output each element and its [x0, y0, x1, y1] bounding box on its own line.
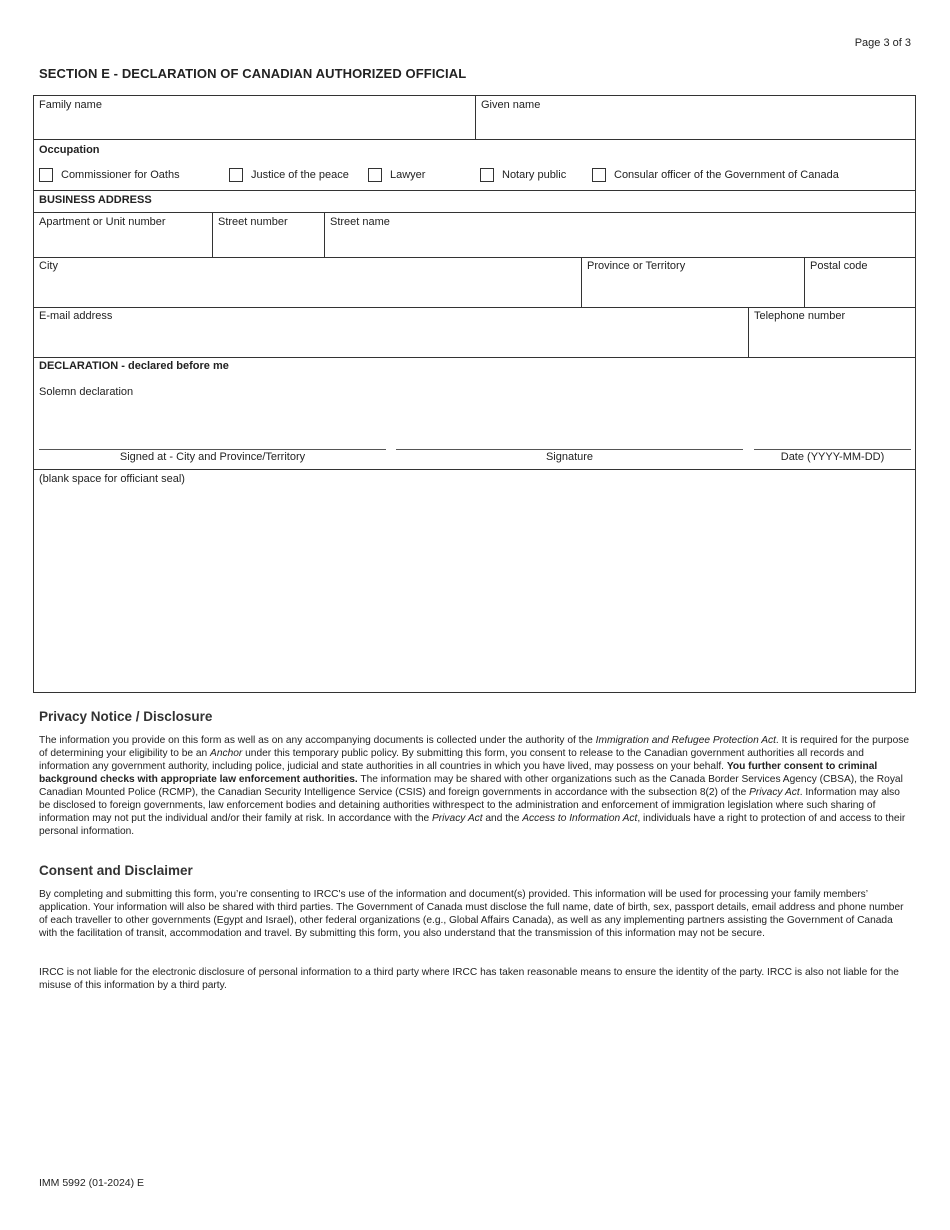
- occupation-option-label: Lawyer: [390, 169, 426, 181]
- seal-label: (blank space for officiant seal): [39, 473, 185, 485]
- checkbox[interactable]: [229, 168, 243, 182]
- privacy-text-italic: Immigration and Refugee Protection Act: [595, 735, 776, 746]
- divider: [34, 190, 915, 191]
- occupation-option-lawyer[interactable]: [368, 168, 425, 182]
- given-name-label: Given name: [481, 99, 541, 111]
- occupation-option-consular[interactable]: [592, 168, 839, 182]
- apt-label: Apartment or Unit number: [39, 216, 166, 228]
- postal-code-input[interactable]: [810, 279, 910, 299]
- divider: [34, 257, 915, 258]
- telephone-label: Telephone number: [754, 310, 846, 322]
- occupation-option-label: Consular officer of the Government of Canada: [614, 169, 839, 181]
- province-label: Province or Territory: [587, 260, 686, 272]
- privacy-text-part: , individuals have a right to protection of and access to their personal information.: [39, 813, 906, 837]
- divider: [34, 469, 915, 470]
- form-code: IMM 5992 (01-2024) E: [39, 1177, 145, 1189]
- checkbox[interactable]: [480, 168, 494, 182]
- privacy-heading: Privacy Notice / Disclosure: [39, 709, 213, 724]
- declaration-heading: DECLARATION - declared before me: [39, 360, 229, 372]
- section-title: SECTION E - DECLARATION OF CANADIAN AUTHORIZED OFFICIAL: [39, 66, 467, 81]
- privacy-text-part: The information may be shared with other organizations such as the Canada Border Services Agency (CBSA), the Royal Canadian Mounted Police (RCMP), the Canadian Security Intelligence Service (CSIS) and foreign governments in accordance with the subsection 8(2) of the: [39, 774, 903, 798]
- telephone-input[interactable]: [754, 329, 910, 349]
- apt-input[interactable]: [39, 233, 207, 253]
- occupation-option-label: Justice of the peace: [251, 169, 349, 181]
- occupation-option-notary[interactable]: [480, 168, 566, 182]
- divider: [212, 212, 213, 257]
- occupation-option-justice[interactable]: [229, 168, 349, 182]
- privacy-text-italic: Privacy Act: [749, 787, 800, 798]
- privacy-text-part: . It is required for the purpose of determining your eligibility to be an: [39, 735, 909, 759]
- occupation-label: Occupation: [39, 144, 100, 156]
- email-input[interactable]: [39, 329, 739, 349]
- signature-input[interactable]: [396, 428, 742, 448]
- divider: [748, 307, 749, 357]
- email-label: E-mail address: [39, 310, 113, 322]
- divider: [34, 139, 915, 140]
- divider: [475, 96, 476, 139]
- checkbox[interactable]: [368, 168, 382, 182]
- privacy-text-part: and the: [482, 813, 523, 824]
- postal-code-label: Postal code: [810, 260, 868, 272]
- occupation-option-commissioner[interactable]: [39, 168, 180, 182]
- checkbox[interactable]: [592, 168, 606, 182]
- date-line: [754, 449, 911, 450]
- province-input[interactable]: [587, 279, 801, 299]
- solemn-declaration-text: Solemn declaration: [39, 386, 134, 398]
- divider: [804, 257, 805, 307]
- divider: [34, 307, 915, 308]
- divider: [324, 212, 325, 257]
- occupation-option-label: Notary public: [502, 169, 567, 181]
- privacy-text-bold: You further consent to criminal background checks with appropriate law enforcement authorities.: [39, 761, 878, 785]
- privacy-text-italic: Access to Information Act: [522, 813, 638, 824]
- occupation-option-label: Commissioner for Oaths: [61, 169, 180, 181]
- family-name-label: Family name: [39, 99, 102, 111]
- street-name-label: Street name: [330, 216, 390, 228]
- privacy-text-part: under this temporary public policy. By submitting this form, you consent to release to the Canadian government authorities all records and information any government authority, including police, judicial and state authorities in all countries in which you have lived, may possess on your behalf.: [39, 748, 864, 772]
- declaration-form: [33, 95, 916, 693]
- signed-at-input[interactable]: [39, 428, 385, 448]
- city-input[interactable]: [39, 279, 574, 299]
- privacy-text-italic: Privacy Act: [431, 813, 483, 824]
- given-name-input[interactable]: [481, 116, 911, 136]
- signed-at-label: Signed at - City and Province/Territory: [119, 451, 306, 463]
- street-number-label: Street number: [218, 216, 288, 228]
- date-input[interactable]: [754, 428, 910, 448]
- street-name-input[interactable]: [330, 233, 910, 253]
- signature-line: [396, 449, 743, 450]
- consent-paragraph-1: By completing and submitting this form, you’re consenting to IRCC's use of the information and document(s) provided. This information will be used for processing your family members’ application. Your information will also be shared with third parties. The Government of Canada must disclose the full name, date of birth, sex, passport details, email address and phone number of each traveller to other governments (Egypt and Israel), other federal organizations (e.g., Global Affairs Canada), as well as any implementing partners assisting the Government of Canada with the facilitation of transit, accommodation and travel. By submitting this form, you also understand that the transmission of this information may not be secure.: [39, 889, 904, 939]
- divider: [581, 257, 582, 307]
- divider: [34, 357, 915, 358]
- divider: [34, 212, 915, 213]
- business-address-heading: BUSINESS ADDRESS: [39, 194, 152, 206]
- signed-at-line: [39, 449, 386, 450]
- date-label: Date (YYYY-MM-DD): [780, 451, 885, 463]
- privacy-text: [39, 734, 911, 838]
- checkbox[interactable]: [39, 168, 53, 182]
- signature-label: Signature: [545, 451, 594, 463]
- privacy-text-part: The information you provide on this form as well as on any accompanying documents is collected under the authority of the: [39, 735, 596, 746]
- city-label: City: [39, 260, 58, 272]
- consent-heading: Consent and Disclaimer: [39, 863, 193, 878]
- street-number-input[interactable]: [218, 233, 320, 253]
- privacy-text-part: . Information may also be disclosed to foreign governments, law enforcement bodies and detaining authorities withrespect to the administration and enforcement of immigration legislation where such sharing of information may not put the individual and/or their family at risk. In accordance with the: [39, 787, 900, 824]
- consent-paragraph-2: IRCC is not liable for the electronic disclosure of personal information to a third party where IRCC has taken reasonable means to ensure the identity of the party. IRCC is also not liable for the misuse of this information by a third party.: [39, 967, 899, 991]
- privacy-text-italic: Anchor: [210, 748, 243, 759]
- family-name-input[interactable]: [39, 116, 469, 136]
- page-number: Page 3 of 3: [854, 37, 911, 49]
